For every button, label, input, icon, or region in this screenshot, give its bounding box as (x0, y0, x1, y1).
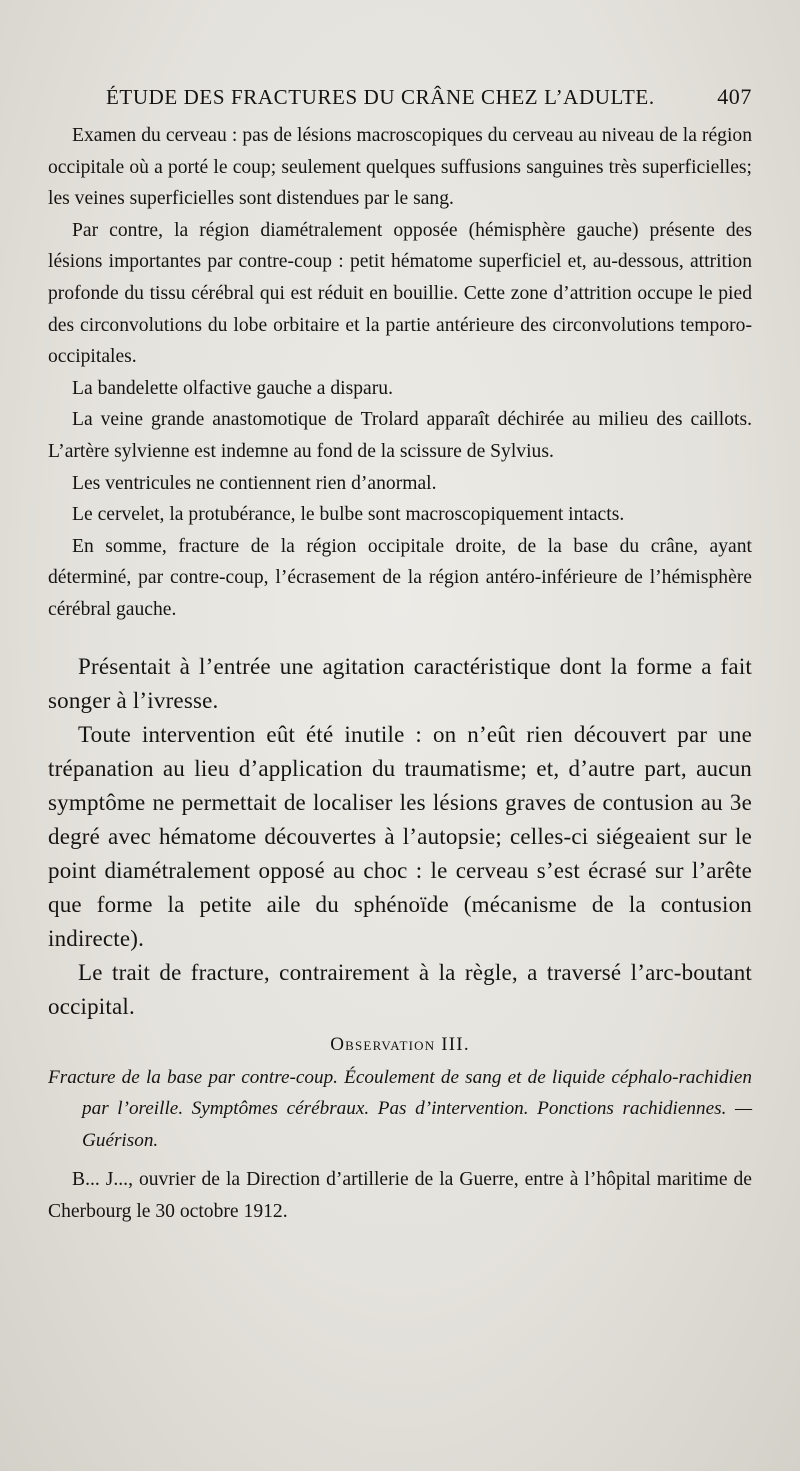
paragraph-brain-exam: Examen du cerveau : pas de lésions macroscopiques du cerveau au niveau de la région occipitale où a porté le coup; seulement quelques suffusions sanguines très superficielles; les veines superficielles sont distendues par le sang. (48, 125, 752, 210)
paragraph-summary: En somme, fracture de la région occipitale droite, de la base du crâne, ayant déterminé, par contre-coup, l’écrasement de la région antéro-inférieure de l’hémisphère cérébral gauche. (48, 535, 752, 620)
autopsy-section (48, 120, 752, 626)
paragraph-ventricles: Les ventricules ne contiennent rien d’anormal. (72, 472, 437, 494)
paragraph-trolard-vein: La veine grande anastomotique de Trolard apparaît déchirée au milieu des caillots. L’artère sylvienne est indemne au fond de la scissure de Sylvius. (48, 409, 752, 462)
paragraph-olfactory: La bandelette olfactive gauche a disparu. (72, 377, 393, 399)
page-number: 407 (717, 84, 752, 109)
paragraph-intervention: Toute intervention eût été inutile : on n’eût rien découvert par une trépanation au lieu d’application du traumatisme; et, d’autre part, aucun symptôme ne permettait de localiser les lésions graves de contusion au 3e degré avec hématome découvertes à l’autopsie; celles-ci siégeaient sur le point diamétralement opposé au choc : le cerveau s’est écrasé sur l’arête que forme la petite aile du sphénoïde (mécanisme de la contusion indirecte). (48, 721, 752, 951)
observation-case-text: B... J..., ouvrier de la Direction d’artillerie de la Guerre, entre à l’hôpital maritime de Cherbourg le 30 octobre 1912. (48, 1169, 752, 1222)
observation-summary: Fracture de la base par contre-coup. Écoulement de sang et de liquide céphalo-rachidien par l’oreille. Symptômes cérébraux. Pas d’intervention. Ponctions rachidiennes. — Guérison. (48, 1066, 752, 1151)
running-title: ÉTUDE DES FRACTURES DU CRÂNE CHEZ L’ADULTE. (106, 85, 655, 109)
section-gap (48, 626, 752, 650)
running-header (106, 84, 752, 110)
paragraph-contrecoup-lesions: Par contre, la région diamétralement opposée (hémisphère gauche) présente des lésions importantes par contre-coup : petit hématome superficiel et, au-dessous, attrition profonde du tissu cérébral qui est réduit en bouillie. Cette zone d’attrition occupe le pied des circonvolutions du lobe orbitaire et la partie antérieure des circonvolutions temporo-occipitales. (48, 219, 752, 368)
paragraph-cerebellum: Le cervelet, la protubérance, le bulbe sont macroscopiquement intacts. (72, 504, 625, 526)
observation-heading: Observation III. (330, 1033, 470, 1055)
paragraph-agitation: Présentait à l’entrée une agitation caractéristique dont la forme a fait songer à l’ivresse. (48, 653, 752, 713)
paragraph-fracture-line: Le trait de fracture, contrairement à la règle, a traversé l’arc-boutant occipital. (48, 959, 752, 1019)
commentary-section (48, 650, 752, 1024)
